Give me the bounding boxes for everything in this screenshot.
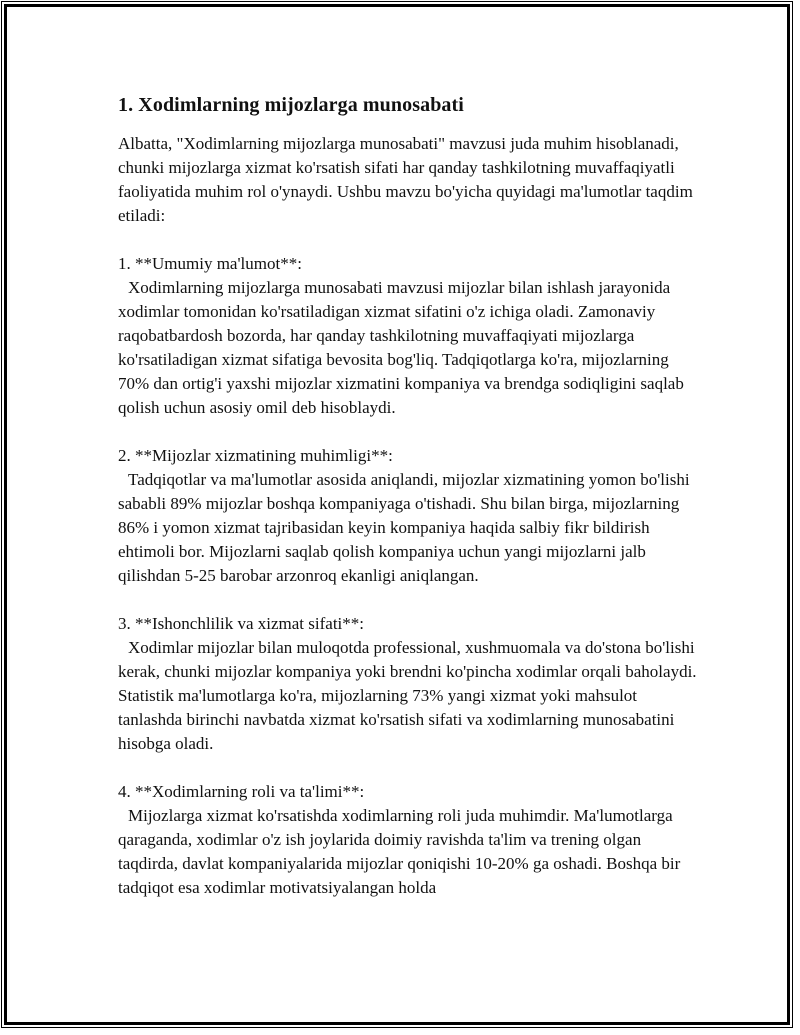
section-body: Mijozlarga xizmat ko'rsatishda xodimlarning roli juda muhimdir. Ma'lumotlarga qaraganda, xodimlar o'z ish joylarida doimiy ravishda ta'lim va trening olgan taqdirda, davlat kompaniyalarida mijozlar qoniqishi 10-20% ga oshadi. Boshqa bir tadqiqot esa xodimlar motivatsiyalangan holda	[118, 806, 681, 897]
section-body: Tadqiqotlar va ma'lumotlar asosida aniqlandi, mijozlar xizmatining yomon bo'lishi sababli 89% mijozlar boshqa kompaniyaga o'tishadi. Shu bilan birga, mijozlarning 86% i yomon xizmat tajribasidan keyin kompaniya haqida salbiy fikr bildirish ehtimoli bor. Mijozlarni saqlab qolish kompaniya uchun yangi mijozlarni jalb qilishdan 5-25 barobar arzonroq ekanligi aniqlangan.	[118, 470, 690, 585]
section-heading: 1. **Umumiy ma'lumot**:	[118, 254, 302, 273]
section-heading: 4. **Xodimlarning roli va ta'limi**:	[118, 782, 365, 801]
section-heading: 3. **Ishonchlilik va xizmat sifati**:	[118, 614, 364, 633]
section-heading: 2. **Mijozlar xizmatining muhimligi**:	[118, 446, 393, 465]
section-general-info	[118, 252, 698, 420]
section-staff-role-training	[118, 780, 698, 900]
section-body: Xodimlarning mijozlarga munosabati mavzusi mijozlar bilan ishlash jarayonida xodimlar tomonidan ko'rsatiladigan xizmat sifatini o'z ichiga oladi. Zamonaviy raqobatbardosh bozorda, har qanday tashkilotning muvaffaqiyati mijozlarga ko'rsatiladigan xizmat sifatiga bevosita bog'liq. Tadqiqotlarga ko'ra, mijozlarning 70% dan ortig'i yaxshi mijozlar xizmatini kompaniya va brendga sodiqligini saqlab qolish uchun asosiy omil deb hisoblaydi.	[118, 278, 684, 417]
document-content	[118, 92, 698, 924]
section-service-importance	[118, 444, 698, 588]
section-body: Xodimlar mijozlar bilan muloqotda professional, xushmuomala va do'stona bo'lishi kerak, chunki mijozlar kompaniya yoki brendni ko'pincha xodimlar orqali baholaydi. Statistik ma'lumotlarga ko'ra, mijozlarning 73% yangi xizmat yoki mahsulot tanlashda birinchi navbatda xizmat ko'rsatish sifati va xodimlarning munosabatini hisobga oladi.	[118, 638, 697, 753]
section-reliability-quality	[118, 612, 698, 756]
document-title: 1. Xodimlarning mijozlarga munosabati	[118, 94, 464, 116]
intro-paragraph: Albatta, "Xodimlarning mijozlarga munosabati" mavzusi juda muhim hisoblanadi, chunki mijozlarga xizmat ko'rsatish sifati har qanday tashkilotning muvaffaqiyatli faoliyatida muhim rol o'ynaydi. Ushbu mavzu bo'yicha quyidagi ma'lumotlar taqdim etiladi:	[118, 134, 698, 225]
